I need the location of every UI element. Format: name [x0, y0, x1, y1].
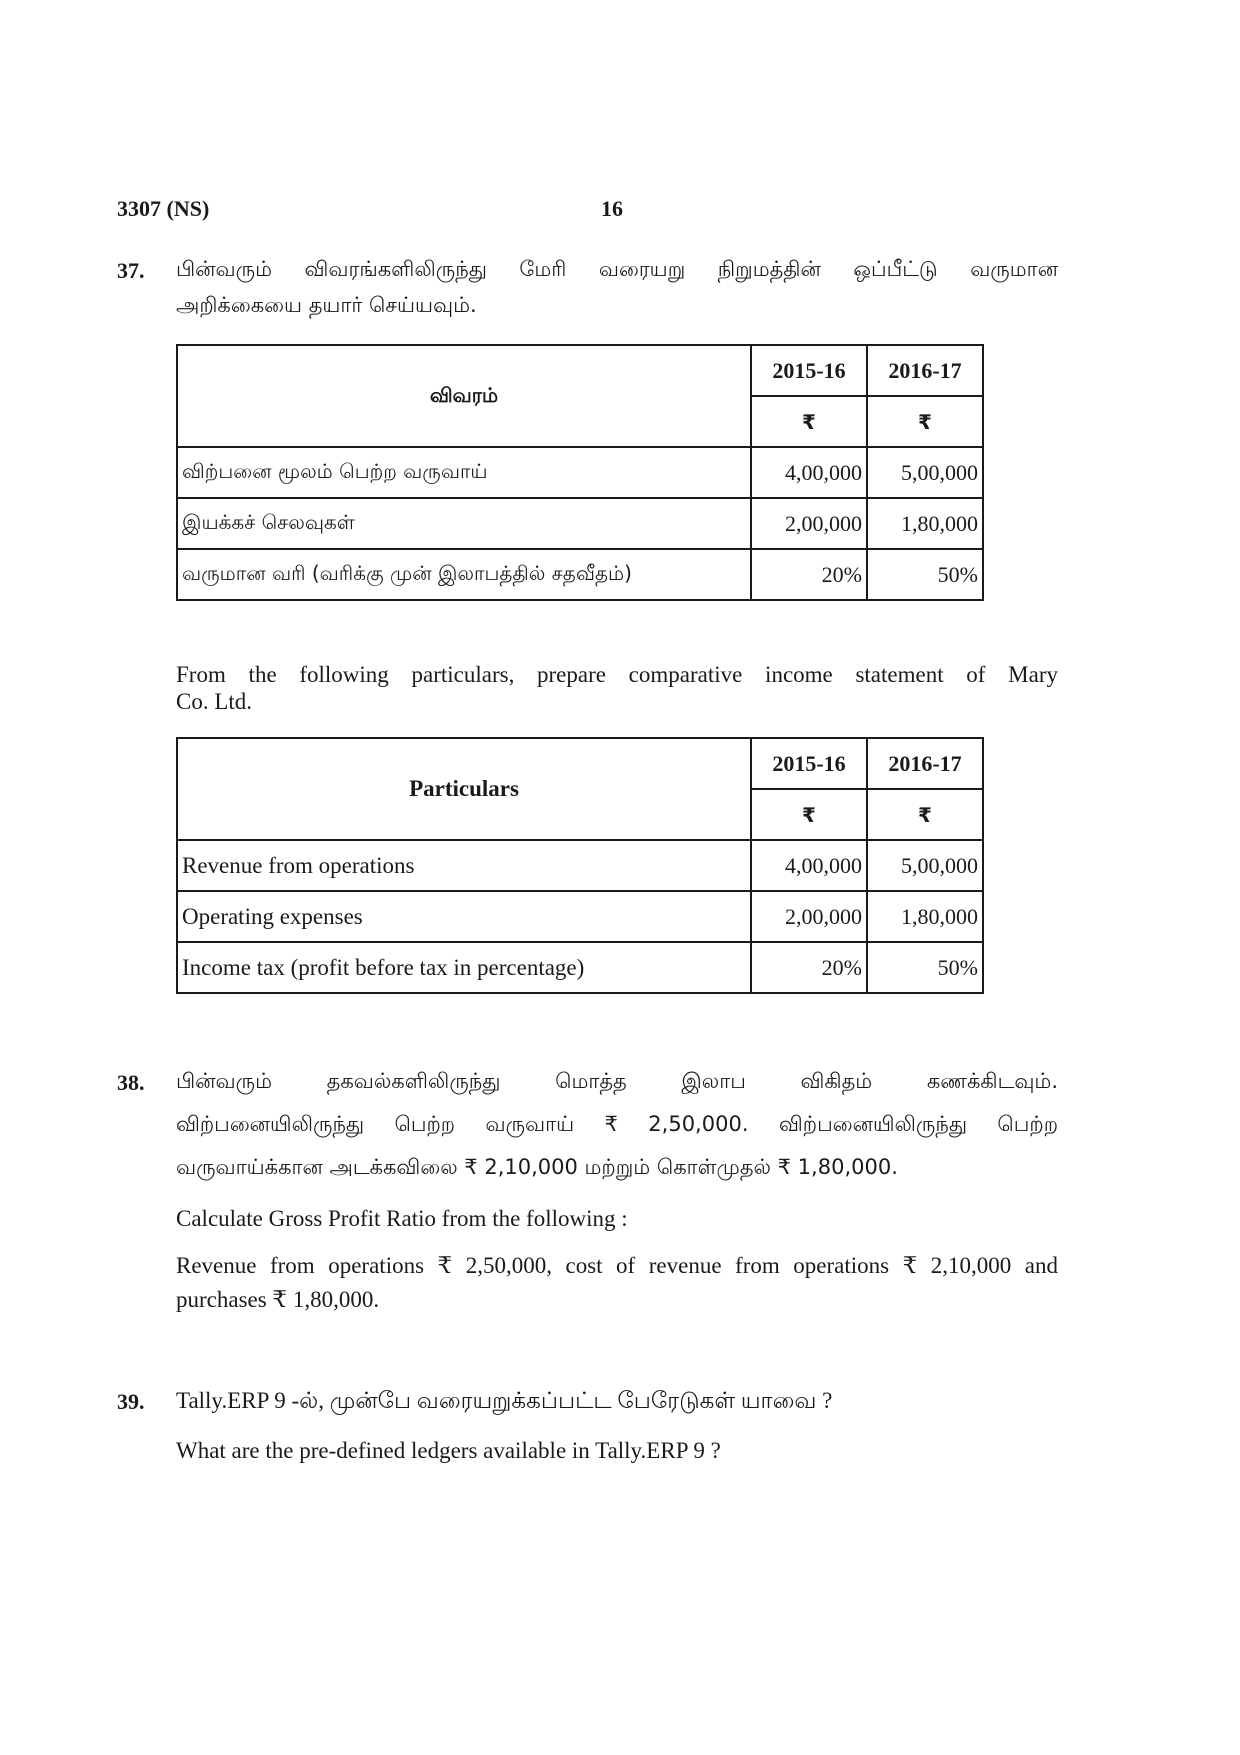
currency-symbol: ₹ [751, 396, 867, 447]
row-label: வருமான வரி (வரிக்கு முன் இலாபத்தில் சதவீதம்) [177, 549, 751, 600]
currency-symbol: ₹ [751, 789, 867, 840]
exam-code: 3307 (NS) [117, 196, 210, 221]
row-value-2015-16: 20% [751, 549, 867, 600]
page-number: 16 [601, 196, 623, 221]
question-38-english-line-3: purchases ₹ 1,80,000. [176, 1287, 380, 1312]
year-column-1: 2015-16 [751, 738, 867, 789]
row-value-2016-17: 5,00,000 [867, 447, 983, 498]
row-label: இயக்கச் செலவுகள் [177, 498, 751, 549]
row-value-2015-16: 2,00,000 [751, 891, 867, 942]
table-header-particulars: Particulars [177, 738, 751, 840]
row-value-2015-16: 4,00,000 [751, 447, 867, 498]
currency-symbol: ₹ [867, 396, 983, 447]
year-column-1: 2015-16 [751, 345, 867, 396]
row-value-2016-17: 1,80,000 [867, 498, 983, 549]
row-value-2015-16: 20% [751, 942, 867, 993]
row-label: Revenue from operations [177, 840, 751, 891]
question-37-tamil-line-1: பின்வரும் விவரங்களிலிருந்து மேரி வரையறு நிறுமத்தின் ஒப்பீட்டு வருமான [176, 257, 1058, 281]
question-38-english-line-1: Calculate Gross Profit Ratio from the following : [176, 1206, 628, 1231]
table-row [177, 840, 983, 891]
question-37-number: 37. [117, 258, 145, 283]
question-38-number: 38. [117, 1070, 145, 1095]
row-value-2016-17: 50% [867, 549, 983, 600]
question-38-tamil-line-1: பின்வரும் தகவல்களிலிருந்து மொத்த இலாப விகிதம் கணக்கிடவும். [176, 1069, 1058, 1093]
question-37-tamil-line-2: அறிக்கையை தயார் செய்யவும். [176, 293, 477, 317]
row-value-2016-17: 50% [867, 942, 983, 993]
row-label: Operating expenses [177, 891, 751, 942]
table-row [177, 549, 983, 600]
year-column-2: 2016-17 [867, 345, 983, 396]
table-header-particulars: விவரம் [177, 345, 751, 447]
table-row [177, 498, 983, 549]
year-column-2: 2016-17 [867, 738, 983, 789]
question-37-english-table [176, 737, 984, 994]
question-37-english-line-1: From the following particulars, prepare comparative income statement of Mary [176, 662, 1058, 687]
question-37-english-line-2: Co. Ltd. [176, 689, 253, 714]
question-38-english-line-2: Revenue from operations ₹ 2,50,000, cost of revenue from operations ₹ 2,10,000 and [176, 1253, 1058, 1278]
table-row [177, 942, 983, 993]
row-value-2016-17: 5,00,000 [867, 840, 983, 891]
question-38-tamil-line-3: வருவாய்க்கான அடக்கவிலை ₹ 2,10,000 மற்றும் கொள்முதல் ₹ 1,80,000. [176, 1155, 898, 1179]
currency-symbol: ₹ [867, 789, 983, 840]
row-value-2015-16: 2,00,000 [751, 498, 867, 549]
row-label: விற்பனை மூலம் பெற்ற வருவாய் [177, 447, 751, 498]
table-row [177, 447, 983, 498]
question-38-tamil-line-2: விற்பனையிலிருந்து பெற்ற வருவாய் ₹ 2,50,000. விற்பனையிலிருந்து பெற்ற [176, 1112, 1058, 1136]
table-row [177, 891, 983, 942]
row-value-2016-17: 1,80,000 [867, 891, 983, 942]
row-value-2015-16: 4,00,000 [751, 840, 867, 891]
question-37-tamil-table [176, 344, 984, 601]
question-39-number: 39. [117, 1389, 145, 1414]
question-39-tamil-line-1: Tally.ERP 9 -ல், முன்பே வரையறுக்கப்பட்ட பேரேடுகள் யாவை ? [176, 1388, 833, 1413]
row-label: Income tax (profit before tax in percentage) [177, 942, 751, 993]
question-39-english-line-1: What are the pre-defined ledgers available in Tally.ERP 9 ? [176, 1438, 721, 1463]
